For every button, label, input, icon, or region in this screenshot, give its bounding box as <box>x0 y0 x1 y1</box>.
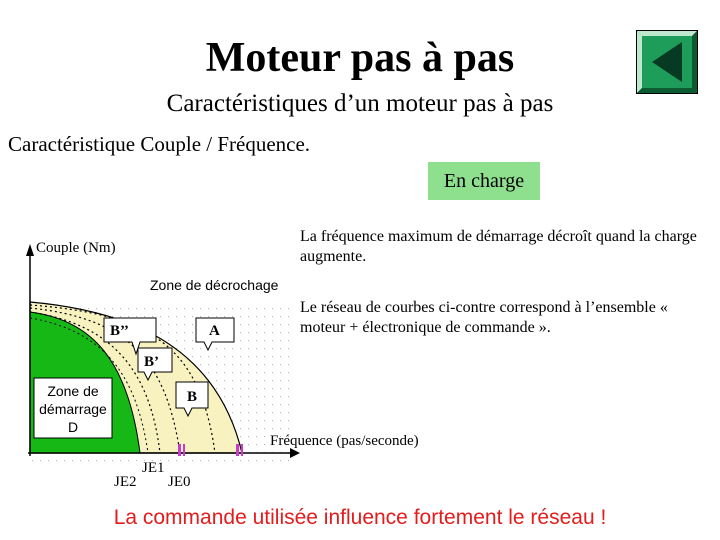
load-badge <box>428 162 540 200</box>
marker-je1b <box>183 444 185 456</box>
torque-frequency-chart <box>0 220 440 500</box>
start-zone-line1: Zone de <box>47 383 99 399</box>
y-axis-arrow <box>26 244 34 256</box>
note-max-start-frequency: La fréquence maximum de démarrage décroît quand la charge augmente. <box>300 228 697 265</box>
marker-je0b <box>241 444 243 456</box>
point-b2-label: B’’ <box>110 323 129 339</box>
note-curve-network: Le réseau de courbes ci-contre correspond à l’ensemble « moteur + électronique de commande ». <box>300 299 668 336</box>
marker-je1 <box>178 444 181 456</box>
previous-slide-icon <box>636 30 698 94</box>
point-b-label: B <box>187 389 198 405</box>
start-zone-line2: démarrage <box>39 401 107 417</box>
page-subtitle: Caractéristiques d’un moteur pas à pas <box>166 90 554 117</box>
je0-label: JE0 <box>168 474 191 490</box>
section-heading: Caractéristique Couple / Fréquence. <box>8 132 311 156</box>
x-axis-arrow <box>290 448 300 458</box>
page-title: Moteur pas à pas <box>205 35 515 81</box>
je2-label: JE2 <box>114 474 137 490</box>
start-zone-line3: D <box>67 419 79 435</box>
marker-je0 <box>236 444 239 456</box>
point-a-label: A <box>209 323 220 339</box>
x-axis-label: Fréquence (pas/seconde) <box>270 433 419 449</box>
load-badge-label: En charge <box>443 169 525 192</box>
je1-label: JE1 <box>142 460 165 476</box>
previous-slide-button[interactable] <box>636 30 698 94</box>
point-b1-label: B’ <box>144 354 159 370</box>
pullout-zone-label: Zone de décrochage <box>150 277 279 293</box>
y-axis-label: Couple (Nm) <box>36 240 116 256</box>
conclusion-text: La commande utilisée influence fortement le réseau ! <box>113 506 607 529</box>
